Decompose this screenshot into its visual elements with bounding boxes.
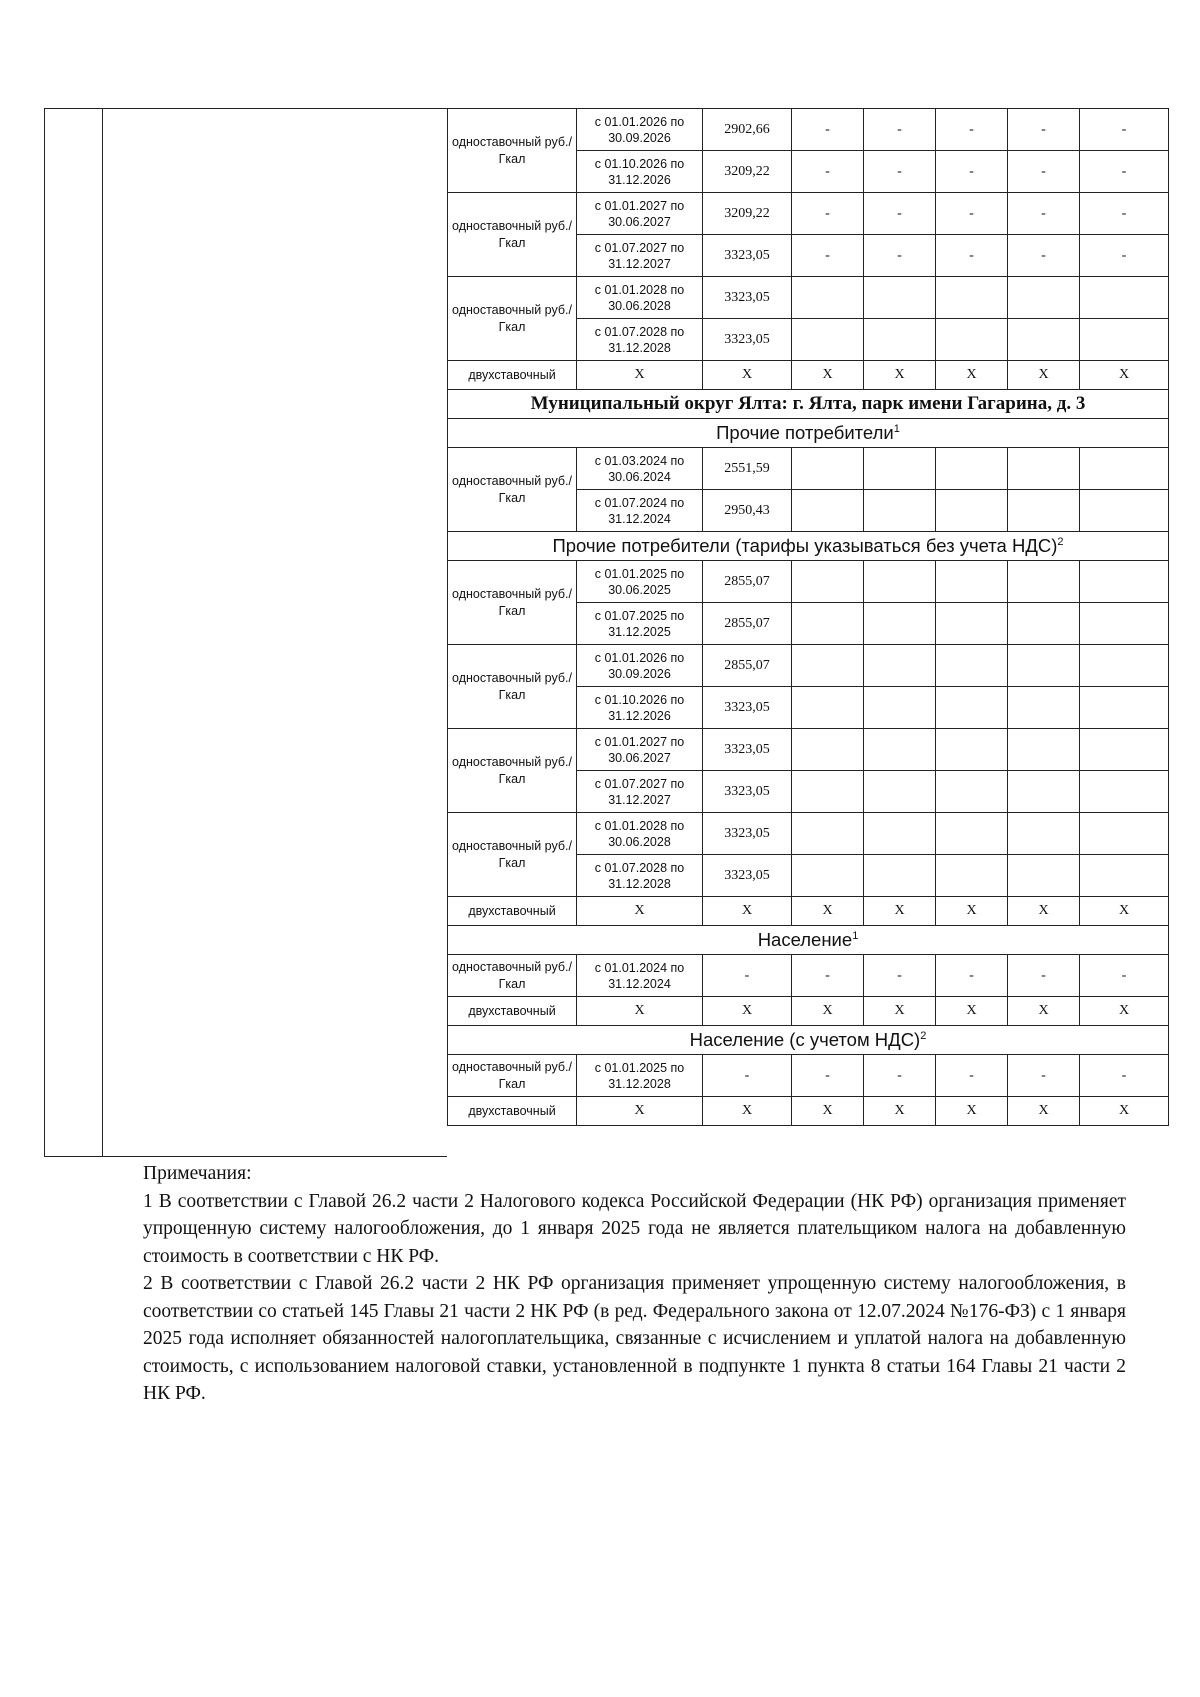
tariff-cell: -	[792, 151, 864, 193]
tariff-cell: -	[936, 193, 1008, 235]
tariff-cell	[864, 771, 936, 813]
tariff-cell: -	[703, 1055, 792, 1097]
tariff-cell: -	[864, 193, 936, 235]
tariff-cell: Х	[1080, 997, 1169, 1026]
note-1: 1 В соответствии с Главой 26.2 части 2 Налогового кодекса Российской Федерации (НК РФ) организация применяет упрощенную систему налогообложения, до 1 января 2025 года не является плательщиком налога на добавленную стоимость в соответствии с НК РФ.	[143, 1190, 1126, 1267]
tariff-cell	[792, 561, 864, 603]
note-2: 2 В соответствии с Главой 26.2 части 2 НК РФ организация применяет упрощенную систему налогообложения, в соответствии со статьей 145 Главы 21 части 2 НК РФ (в ред. Федерального закона от 12.07.2024 №176-ФЗ) с 1 января 2025 года исполняет обязанностей налогоплательщика, связанные с исчислением и уплатой налога на добавленную стоимость, с использованием налоговой ставки, установленной в подпункте 1 пункта 8 статьи 164 Главы 21 части 2 НК РФ.	[143, 1273, 1126, 1404]
tariff-cell	[1008, 771, 1080, 813]
tariff-cell: -	[1008, 235, 1080, 277]
period-cell: с 01.01.2027 по 30.06.2027	[577, 193, 703, 235]
period-cell: с 01.07.2028 по 31.12.2028	[577, 855, 703, 897]
tariff-cell	[1008, 813, 1080, 855]
section-header-row	[448, 926, 1169, 955]
tariff-cell: -	[1008, 193, 1080, 235]
tariff-type-cell: одноставочный руб./Гкал	[448, 277, 577, 361]
tariff-cell	[936, 813, 1008, 855]
footnote-marker: 1	[893, 422, 900, 435]
tariff-cell: Х	[703, 361, 792, 390]
tariff-cell: Х	[703, 997, 792, 1026]
tariff-cell	[864, 319, 936, 361]
period-cell: с 01.01.2026 по 30.09.2026	[577, 109, 703, 151]
tariff-row	[448, 955, 1169, 997]
tariff-cell: Х	[792, 897, 864, 926]
tariff-value-cell: 3323,05	[703, 687, 792, 729]
tariff-cell	[792, 490, 864, 532]
tariff-cell: -	[1080, 109, 1169, 151]
tariff-cell	[864, 561, 936, 603]
tariff-type-cell: одноставочный руб./Гкал	[448, 955, 577, 997]
tariff-row	[448, 193, 1169, 235]
section-header-row	[448, 532, 1169, 561]
footnote-marker: 2	[1057, 535, 1064, 548]
period-cell: с 01.10.2026 по 31.12.2026	[577, 151, 703, 193]
tariff-cell	[1080, 687, 1169, 729]
tariff-row	[448, 109, 1169, 151]
two-rate-row	[448, 1097, 1169, 1126]
tariff-cell: Х	[792, 1097, 864, 1126]
tariff-type-cell: одноставочный руб./Гкал	[448, 561, 577, 645]
tariff-cell	[792, 771, 864, 813]
tariff-cell: -	[864, 1055, 936, 1097]
tariff-value-cell: 2855,07	[703, 645, 792, 687]
section-title-text: Прочие потребители (тарифы указываться без учета НДС)	[552, 535, 1058, 556]
tariff-cell: -	[936, 151, 1008, 193]
tariff-cell	[864, 277, 936, 319]
period-cell: с 01.03.2024 по 30.06.2024	[577, 448, 703, 490]
period-cell: с 01.01.2025 по 30.06.2025	[577, 561, 703, 603]
tariff-cell	[936, 448, 1008, 490]
tariff-cell	[1080, 561, 1169, 603]
tariff-cell: -	[936, 235, 1008, 277]
tariff-cell: -	[792, 1055, 864, 1097]
tariff-cell	[1008, 687, 1080, 729]
tariff-value-cell: 3323,05	[703, 771, 792, 813]
tariff-cell	[864, 645, 936, 687]
section-header-row	[448, 1026, 1169, 1055]
tariff-value-cell: 2855,07	[703, 603, 792, 645]
tariff-type-cell: двухставочный	[448, 997, 577, 1026]
tariff-cell: Х	[1008, 997, 1080, 1026]
left-column-divider	[102, 109, 103, 1156]
period-cell: с 01.07.2025 по 31.12.2025	[577, 603, 703, 645]
section-title	[448, 419, 1169, 448]
tariff-cell	[864, 813, 936, 855]
notes	[143, 1160, 1126, 1408]
tariff-cell	[936, 490, 1008, 532]
tariff-cell	[936, 645, 1008, 687]
notes-heading: Примечания:	[143, 1163, 252, 1184]
tariff-value-cell: 3323,05	[703, 319, 792, 361]
tariff-type-cell: двухставочный	[448, 897, 577, 926]
tariff-value-cell: 3323,05	[703, 277, 792, 319]
tariff-cell: Х	[1008, 897, 1080, 926]
tariff-cell	[792, 729, 864, 771]
tariff-cell	[1008, 645, 1080, 687]
tariff-cell	[936, 687, 1008, 729]
tariff-cell: Х	[577, 1097, 703, 1126]
tariff-row	[448, 645, 1169, 687]
tariff-cell	[936, 729, 1008, 771]
footnote-marker: 1	[852, 929, 859, 942]
section-title	[448, 532, 1169, 561]
tariff-cell	[1080, 277, 1169, 319]
tariff-cell: -	[1080, 151, 1169, 193]
tariff-cell: Х	[864, 361, 936, 390]
tariff-cell: -	[1080, 955, 1169, 997]
tariff-cell	[1008, 277, 1080, 319]
tariff-cell: Х	[1008, 361, 1080, 390]
tariff-value-cell: 3323,05	[703, 855, 792, 897]
tariff-cell: Х	[792, 997, 864, 1026]
section-title-text: Население (с учетом НДС)	[689, 1029, 921, 1050]
tariff-cell	[1080, 645, 1169, 687]
tariff-cell	[936, 771, 1008, 813]
period-cell: с 01.01.2028 по 30.06.2028	[577, 813, 703, 855]
tariff-cell: -	[792, 955, 864, 997]
tariff-cell: -	[1008, 109, 1080, 151]
tariff-cell: -	[864, 235, 936, 277]
tariff-cell	[936, 277, 1008, 319]
tariff-cell: -	[703, 955, 792, 997]
tariff-row	[448, 729, 1169, 771]
tariff-cell	[1080, 813, 1169, 855]
tariff-cell: Х	[864, 1097, 936, 1126]
section-title-text: Муниципальный округ Ялта: г. Ялта, парк имени Гагарина, д. 3	[530, 393, 1086, 414]
section-header-row	[448, 419, 1169, 448]
tariff-cell	[864, 855, 936, 897]
tariff-cell: -	[1008, 151, 1080, 193]
tariff-cell: Х	[1080, 361, 1169, 390]
tariff-cell	[792, 603, 864, 645]
tariff-cell: -	[1080, 193, 1169, 235]
tariff-type-cell: двухставочный	[448, 361, 577, 390]
period-cell: с 01.01.2026 по 30.09.2026	[577, 645, 703, 687]
tariff-cell: -	[792, 235, 864, 277]
tariff-cell	[792, 813, 864, 855]
tariff-cell: Х	[703, 1097, 792, 1126]
tariff-cell	[1008, 490, 1080, 532]
tariff-cell: -	[792, 193, 864, 235]
tariff-cell	[864, 687, 936, 729]
footnote-marker: 2	[920, 1029, 927, 1042]
tariff-row	[448, 1055, 1169, 1097]
tariff-type-cell: одноставочный руб./Гкал	[448, 1055, 577, 1097]
tariff-cell: Х	[936, 1097, 1008, 1126]
tariff-cell	[936, 603, 1008, 645]
tariff-type-cell: двухставочный	[448, 1097, 577, 1126]
tariff-cell: Х	[1080, 1097, 1169, 1126]
tariff-cell	[864, 448, 936, 490]
tariff-value-cell: 2855,07	[703, 561, 792, 603]
period-cell: с 01.10.2026 по 31.12.2026	[577, 687, 703, 729]
two-rate-row	[448, 997, 1169, 1026]
tariff-cell: Х	[577, 897, 703, 926]
tariff-cell	[1080, 319, 1169, 361]
tariff-cell	[1008, 729, 1080, 771]
tariff-cell	[792, 319, 864, 361]
tariff-cell	[1080, 603, 1169, 645]
tariff-type-cell: одноставочный руб./Гкал	[448, 813, 577, 897]
municipality-title	[448, 390, 1169, 419]
tariff-type-cell: одноставочный руб./Гкал	[448, 645, 577, 729]
tariff-cell	[792, 448, 864, 490]
two-rate-row	[448, 897, 1169, 926]
left-table-frame	[44, 108, 447, 1157]
tariff-cell: -	[936, 109, 1008, 151]
tariff-cell	[936, 319, 1008, 361]
tariff-cell	[864, 490, 936, 532]
tariff-cell	[792, 687, 864, 729]
tariff-cell: -	[1080, 1055, 1169, 1097]
tariff-table	[447, 108, 1169, 1126]
tariff-type-cell: одноставочный руб./Гкал	[448, 448, 577, 532]
tariff-row	[448, 277, 1169, 319]
tariff-cell	[1008, 603, 1080, 645]
tariff-value-cell: 3323,05	[703, 235, 792, 277]
tariff-row	[448, 448, 1169, 490]
tariff-cell: Х	[792, 361, 864, 390]
period-cell: с 01.07.2027 по 31.12.2027	[577, 235, 703, 277]
tariff-cell	[1080, 448, 1169, 490]
tariff-type-cell: одноставочный руб./Гкал	[448, 109, 577, 193]
tariff-cell: Х	[577, 997, 703, 1026]
tariff-cell	[792, 645, 864, 687]
tariff-cell: Х	[1008, 1097, 1080, 1126]
tariff-value-cell: 3323,05	[703, 813, 792, 855]
period-cell: с 01.01.2027 по 30.06.2027	[577, 729, 703, 771]
period-cell: с 01.01.2025 по 31.12.2028	[577, 1055, 703, 1097]
period-cell: с 01.01.2024 по 31.12.2024	[577, 955, 703, 997]
section-title	[448, 926, 1169, 955]
period-cell: с 01.01.2028 по 30.06.2028	[577, 277, 703, 319]
tariff-cell	[1008, 319, 1080, 361]
municipality-row	[448, 390, 1169, 419]
tariff-cell: -	[1008, 1055, 1080, 1097]
section-title-text: Прочие потребители	[716, 422, 894, 443]
period-cell: с 01.07.2027 по 31.12.2027	[577, 771, 703, 813]
tariff-cell: Х	[577, 361, 703, 390]
tariff-cell: Х	[703, 897, 792, 926]
period-cell: с 01.07.2028 по 31.12.2028	[577, 319, 703, 361]
tariff-row	[448, 813, 1169, 855]
tariff-cell: -	[792, 109, 864, 151]
tariff-value-cell: 2902,66	[703, 109, 792, 151]
tariff-value-cell: 2950,43	[703, 490, 792, 532]
tariff-cell	[1080, 490, 1169, 532]
tariff-cell	[864, 729, 936, 771]
tariff-cell	[936, 561, 1008, 603]
tariff-cell	[1080, 771, 1169, 813]
tariff-cell: -	[936, 955, 1008, 997]
tariff-cell	[936, 855, 1008, 897]
tariff-cell: Х	[936, 897, 1008, 926]
tariff-type-cell: одноставочный руб./Гкал	[448, 193, 577, 277]
period-cell: с 01.07.2024 по 31.12.2024	[577, 490, 703, 532]
tariff-cell	[792, 855, 864, 897]
tariff-cell	[1008, 855, 1080, 897]
tariff-cell: -	[864, 109, 936, 151]
tariff-cell: Х	[1080, 897, 1169, 926]
tariff-cell	[1008, 561, 1080, 603]
tariff-value-cell: 2551,59	[703, 448, 792, 490]
tariff-cell	[1080, 855, 1169, 897]
tariff-cell: -	[864, 955, 936, 997]
tariff-cell: Х	[864, 897, 936, 926]
tariff-value-cell: 3209,22	[703, 151, 792, 193]
tariff-cell	[864, 603, 936, 645]
tariff-cell: -	[1080, 235, 1169, 277]
tariff-value-cell: 3323,05	[703, 729, 792, 771]
two-rate-row	[448, 361, 1169, 390]
tariff-cell: Х	[936, 997, 1008, 1026]
tariff-cell	[1008, 448, 1080, 490]
tariff-cell: -	[936, 1055, 1008, 1097]
tariff-cell: -	[1008, 955, 1080, 997]
section-title	[448, 1026, 1169, 1055]
tariff-value-cell: 3209,22	[703, 193, 792, 235]
tariff-cell: Х	[936, 361, 1008, 390]
tariff-row	[448, 561, 1169, 603]
tariff-cell: Х	[864, 997, 936, 1026]
tariff-cell: -	[864, 151, 936, 193]
tariff-cell	[1080, 729, 1169, 771]
tariff-type-cell: одноставочный руб./Гкал	[448, 729, 577, 813]
section-title-text: Население	[757, 929, 853, 950]
tariff-cell	[792, 277, 864, 319]
